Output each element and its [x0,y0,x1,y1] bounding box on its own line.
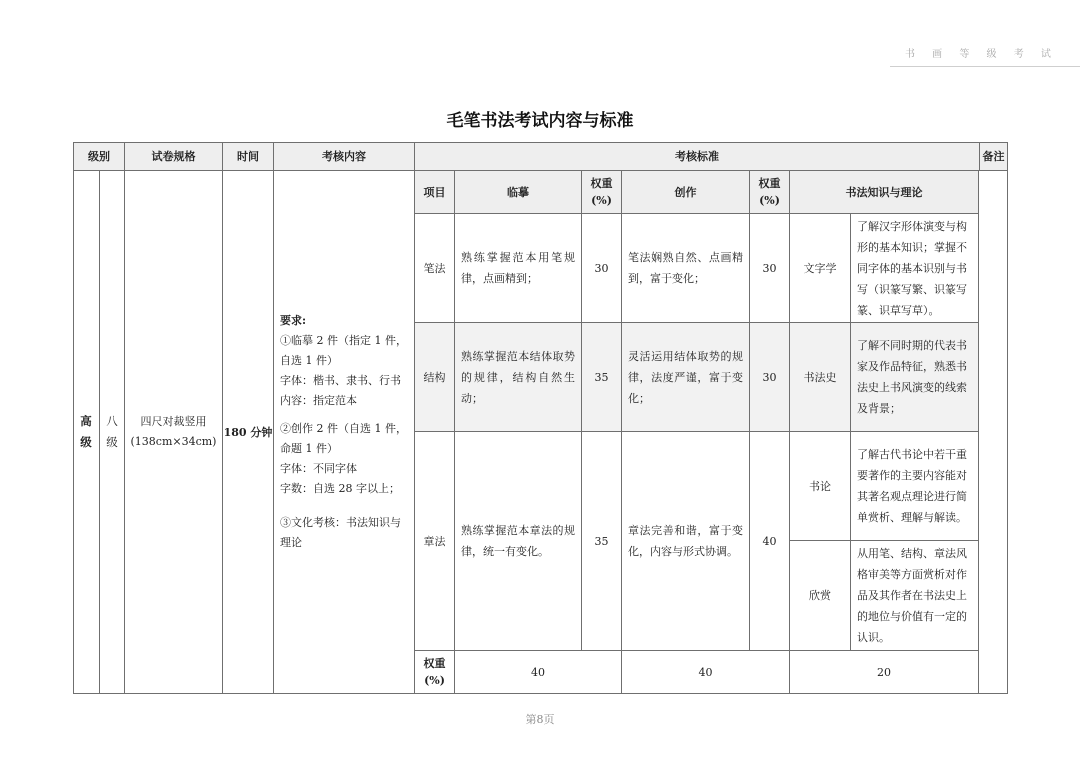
weight-total-create: 40 [621,651,789,694]
requirements-title: 要求: [280,314,307,327]
grade-char-1: 八 [106,414,118,428]
knowledge-desc-appreciation: 从用笔、结构、章法风格审美等方面赏析对作品及其作者在书法史上的地位与价值有一定的认识。 [850,541,979,651]
create-brushwork: 笔法娴熟自然、点画精到，富于变化； [621,214,749,323]
level-char-1: 高 [80,414,92,428]
requirement-line: ①临摹 2 件（指定 1 件， [280,334,407,347]
weight-copy-brushwork: 30 [581,214,621,323]
knowledge-name-history: 书法史 [789,323,850,432]
sub-header-weight-2: 权重 (%) [749,171,789,214]
weight-create-brushwork: 30 [749,214,789,323]
item-brushwork: 笔法 [414,214,454,323]
sub-header-create: 创作 [621,171,749,214]
note-cell [979,171,1008,694]
knowledge-desc-theory: 了解古代书论中若干重要著作的主要内容能对其著名观点理论进行简单赏析、理解与解读。 [850,432,979,541]
header-divider [890,66,1080,67]
sub-header-copy: 临摹 [454,171,581,214]
requirement-spacer [280,411,408,419]
knowledge-name-theory: 书论 [789,432,850,541]
knowledge-desc-history: 了解不同时期的代表书家及作品特征，熟悉书法史上书风演变的线索及背景； [850,323,979,432]
copy-composition: 熟练掌握范本章法的规律，统一有变化。 [454,432,581,651]
requirement-line: 字数：自选 28 字以上； [280,482,400,495]
requirement-spacer [280,499,408,513]
requirement-line: 字体：楷书、隶书、行书 [280,374,401,387]
col-header-spec: 试卷规格 [124,142,222,171]
sub-header-weight-1: 权重 (%) [581,171,621,214]
requirement-line: 内容：指定范本 [280,394,357,407]
sub-header-item: 项目 [414,171,454,214]
col-header-standard: 考核标准 [414,142,979,171]
knowledge-desc-philology: 了解汉字形体演变与构形的基本知识；掌握不同字体的基本识别与书写（识篆写繁、识篆写篆、识草写草）。 [850,214,979,323]
copy-brushwork: 熟练掌握范本用笔规律，点画精到； [454,214,581,323]
level-char-2: 级 [80,435,92,449]
requirement-line: 字体：不同字体 [280,462,357,475]
col-header-content: 考核内容 [273,142,414,171]
exam-time: 180 分钟 [222,171,273,694]
item-structure: 结构 [414,323,454,432]
copy-structure: 熟练掌握范本结体取势的规律，结构自然生动； [454,323,581,432]
col-header-note: 备注 [979,142,1008,171]
weight-create-structure: 30 [749,323,789,432]
page-number: 第8页 [525,713,555,726]
requirement-line: 自选 1 件） [280,354,338,367]
weight-copy-composition: 35 [581,432,621,651]
weight-total-copy: 40 [454,651,621,694]
col-header-level: 级别 [73,142,124,171]
weight-row-label: 权重 (%) [414,651,454,694]
grade-char-2: 级 [106,435,118,449]
create-structure: 灵活运用结体取势的规律，法度严谨，富于变化； [621,323,749,432]
paper-spec: 四尺对裁竖用 (138cm×34cm) [124,171,222,694]
requirement-line: 命题 1 件） [280,442,338,455]
create-composition: 章法完善和谐，富于变化，内容与形式协调。 [621,432,749,651]
requirement-line: ②创作 2 件（自选 1 件， [280,422,407,435]
document-title: 毛笔书法考试内容与标准 [446,111,634,131]
requirement-line: 理论 [280,536,302,549]
knowledge-name-appreciation: 欣赏 [789,541,850,651]
requirements [273,171,414,694]
weight-total-knowledge: 20 [789,651,979,694]
col-header-time: 时间 [222,142,273,171]
weight-create-composition: 40 [749,432,789,651]
knowledge-name-philology: 文字学 [789,214,850,323]
weight-copy-structure: 35 [581,323,621,432]
sub-header-knowledge: 书法知识与理论 [789,171,979,214]
item-composition: 章法 [414,432,454,651]
header-mark: 书 画 等 级 考 试 [905,49,1058,60]
grade-cell [99,171,124,694]
requirement-line: ③文化考核：书法知识与 [280,516,401,529]
level-cell [73,171,99,694]
